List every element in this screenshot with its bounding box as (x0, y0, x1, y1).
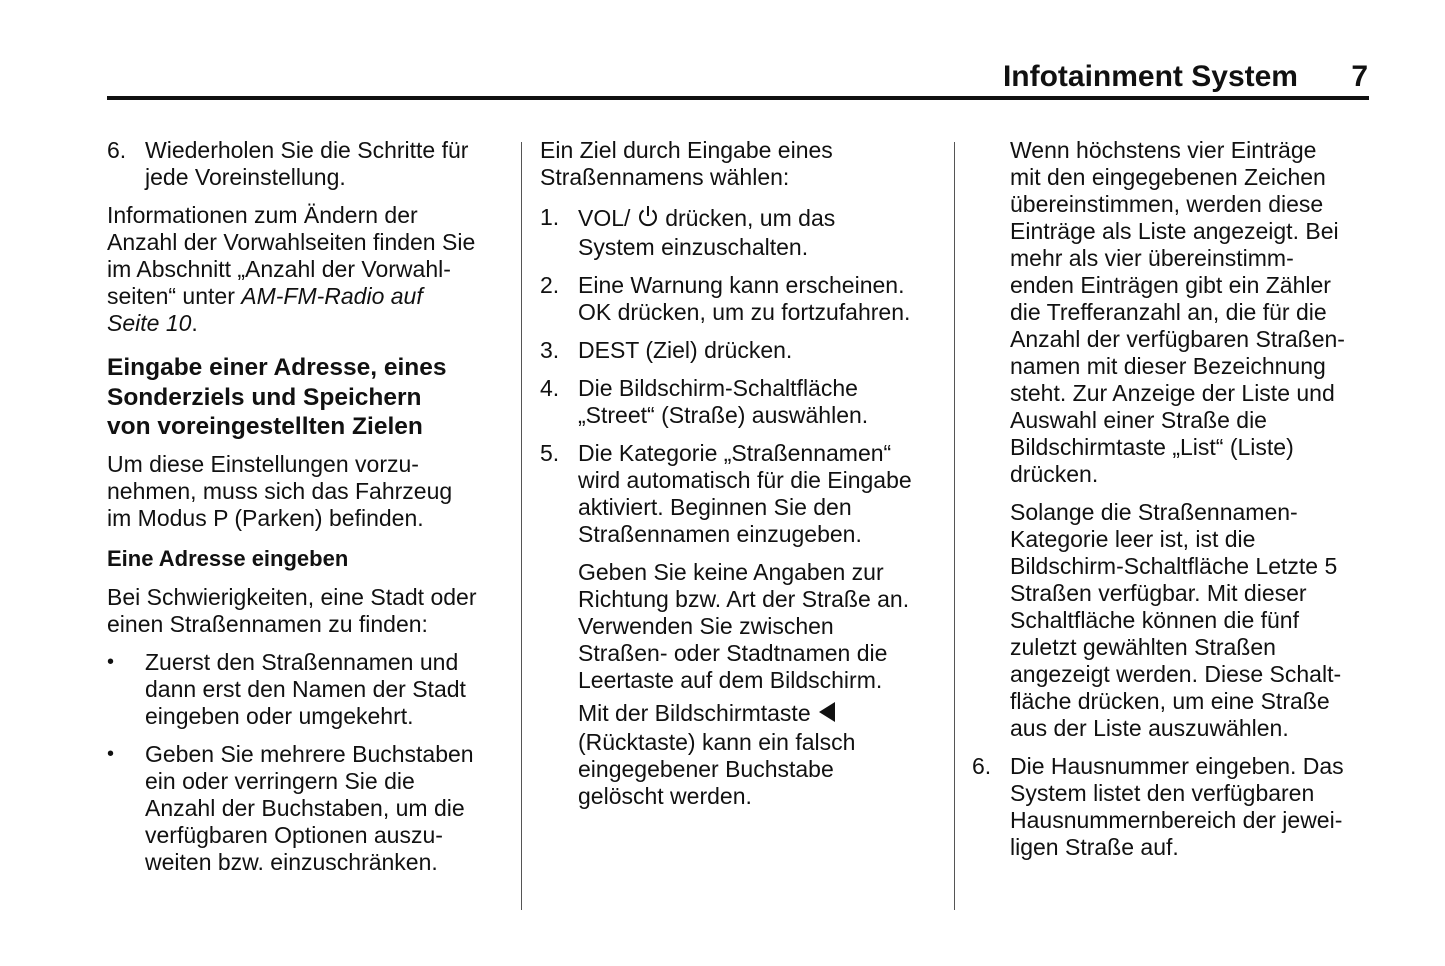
bullet: • (107, 742, 115, 765)
column-divider-2 (954, 142, 955, 910)
backspace-icon (817, 701, 837, 729)
step-5-note: Geben Sie keine Angaben zur Richtung bzw. Art der Straße an. Verwenden Sie zwischen Straßen- oder Stadtnamen die Leertaste auf dem Bildschirm. (578, 559, 910, 693)
last-5-streets-paragraph: Solange die Straßennamen- Kategorie leer ist, ist die Bildschirm-Schaltfläche Letzte 5 Straßen verfügbar. Mit dieser Schaltfläche können die fünf zuletzt gewählten Straßen angezeigt werden. Diese Schalt- fläche drücken, um eine Straße aus der Liste auszuwählen. (1010, 499, 1342, 741)
bullet: • (107, 650, 115, 673)
text-line: jede Voreinstellung. (145, 164, 346, 190)
page-number: 7 (1351, 60, 1368, 93)
column-divider-1 (521, 142, 522, 910)
step-2: 2. Eine Warnung kann erscheinen. OK drücken, um zu fortzufahren. (540, 272, 911, 325)
list-item: • Zuerst den Straßennamen und dann erst den Namen der Stadt eingeben oder umgekehrt. (107, 648, 466, 729)
text-line: Wiederholen Sie die Schritte für (145, 137, 469, 163)
list-item: • Geben Sie mehrere Buchstaben ein oder verringern Sie die Anzahl der Buchstaben, um die verfügbaren Optionen auszu- weiten bzw. einzuschränken. (107, 740, 474, 875)
difficulties-paragraph: Bei Schwierigkeiten, eine Stadt oder einen Straßennamen zu finden: (107, 583, 477, 637)
column-3 (972, 137, 1372, 861)
info-paragraph: Informationen zum Ändern der Anzahl der Vorwahlseiten finden Sie im Abschnitt „Anzahl der Vorwahl- seiten“ unter AM-FM-Radio auf Seite 10. (107, 202, 476, 336)
park-mode-paragraph: Um diese Einstellungen vorzu- nehmen, muss sich das Fahrzeug im Modus P (Parken) befinden. (107, 450, 453, 531)
intro-paragraph: Ein Ziel durch Eingabe eines Straßennamens wählen: (540, 137, 833, 190)
step-number: 6. (107, 137, 127, 163)
step-4: 4. Die Bildschirm-Schaltfläche „Street“ (Straße) auswählen. (540, 375, 869, 428)
step-6-house-number: 6. Die Hausnummer eingeben. Das System listet den verfügbaren Hausnummernbereich der jewei- ligen Straße auf. (972, 753, 1344, 860)
step-6-repeat (107, 137, 507, 191)
column-1 (107, 137, 507, 876)
cross-reference-link[interactable]: AM-FM-Radio auf Seite 10 (107, 283, 423, 336)
step-5: 5. Die Kategorie „Straßennamen“ wird automatisch für die Eingabe aktiviert. Beginnen Sie den Straßennamen einzugeben. (540, 440, 912, 547)
power-icon (637, 204, 659, 234)
header-rule (107, 96, 1369, 100)
step-1: 1. VOL/ drücken, um das System einzuschalten. (540, 204, 836, 260)
match-list-paragraph: Wenn höchstens vier Einträge mit den eingegebenen Zeichen übereinstimmen, werden diese Einträge als Liste angezeigt. Bei mehr als vier übereinstimm- enden Einträgen gibt ein Zähler die Trefferanzahl an, die für die Anzahl der verfügbaren Straßen- namen mit dieser Bezeichnung steht. Zur Anzeige der Liste und Auswahl einer Straße die Bildschirmtaste „List“ (Liste) drücken. (1010, 137, 1345, 487)
backspace-note: Mit der Bildschirmtaste (Rücktaste) kann ein falsch eingegebener Buchstabe gelöscht werden. (578, 700, 856, 809)
section-heading: Eingabe einer Adresse, eines Sonderziels und Speichern von voreingestellten Zielen (107, 354, 447, 440)
subsection-heading: Eine Adresse eingeben (107, 545, 349, 571)
step-3: 3. DEST (Ziel) drücken. (540, 337, 793, 363)
column-2 (540, 137, 940, 810)
page-header-title: Infotainment System (1002, 60, 1298, 93)
